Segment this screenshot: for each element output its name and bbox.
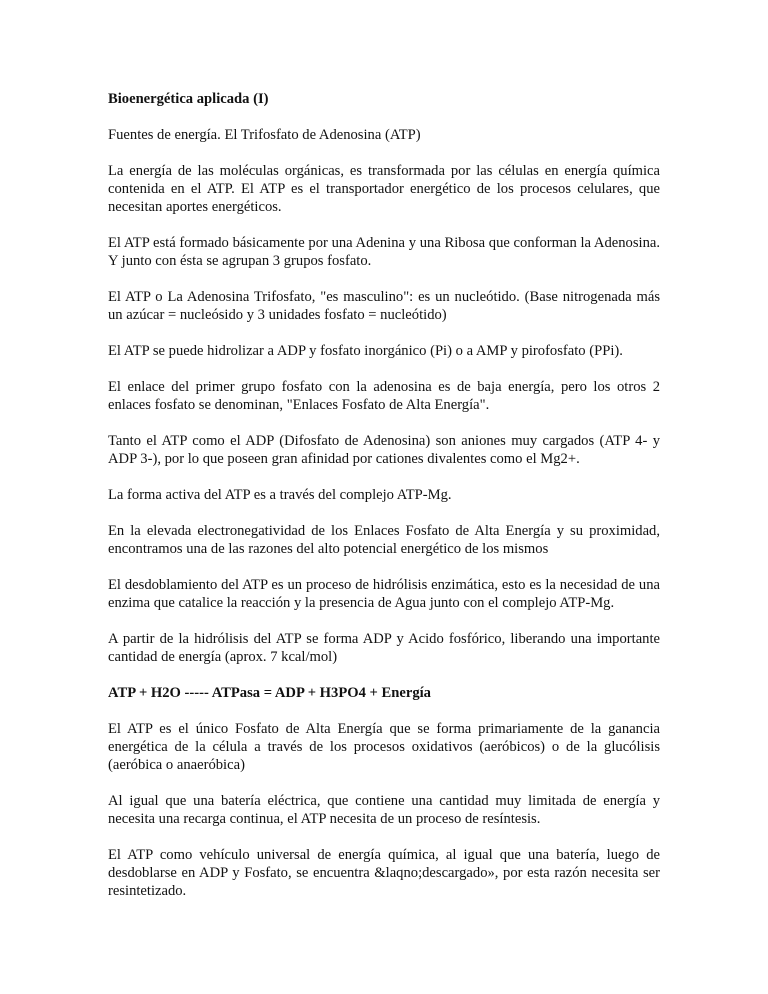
paragraph: El ATP está formado básicamente por una Adenina y una Ribosa que conforman la Adenosina. Y junto con ésta se agrupan 3 grupos fosfato. (108, 235, 660, 269)
paragraph: La energía de las moléculas orgánicas, es transformada por las células en energía química contenida en el ATP. El ATP es el transportador energético de los procesos celulares, que necesitan aportes energéticos. (108, 163, 660, 215)
document-title: Bioenergética aplicada (I) (108, 91, 269, 107)
paragraph: El ATP como vehículo universal de energía química, al igual que una batería, luego de desdoblarse en ADP y Fosfato, se encuentra &laqno;descargado», por esta razón necesita ser resintetizado. (108, 847, 660, 899)
atp-hydrolysis-equation: ATP + H2O ----- ATPasa = ADP + H3PO4 + Energía (108, 685, 431, 701)
document-page (108, 90, 660, 918)
paragraph: El desdoblamiento del ATP es un proceso de hidrólisis enzimática, esto es la necesidad de una enzima que catalice la reacción y la presencia de Agua junto con el complejo ATP-Mg. (108, 577, 660, 611)
paragraph: Tanto el ATP como el ADP (Difosfato de Adenosina) son aniones muy cargados (ATP 4- y ADP 3-), por lo que poseen gran afinidad por cationes divalentes como el Mg2+. (108, 433, 660, 467)
paragraph: La forma activa del ATP es a través del complejo ATP-Mg. (108, 487, 452, 503)
paragraph: El ATP o La Adenosina Trifosfato, "es masculino": es un nucleótido. (Base nitrogenada más un azúcar = nucleósido y 3 unidades fosfato = nucleótido) (108, 289, 660, 323)
paragraph: Al igual que una batería eléctrica, que contiene una cantidad muy limitada de energía y necesita una recarga continua, el ATP necesita de un proceso de resíntesis. (108, 793, 660, 827)
paragraph: El ATP se puede hidrolizar a ADP y fosfato inorgánico (Pi) o a AMP y pirofosfato (PPi). (108, 343, 623, 359)
document-subtitle: Fuentes de energía. El Trifosfato de Adenosina (ATP) (108, 127, 421, 143)
paragraph: El enlace del primer grupo fosfato con la adenosina es de baja energía, pero los otros 2 enlaces fosfato se denominan, "Enlaces Fosfato de Alta Energía". (108, 379, 660, 413)
paragraph: A partir de la hidrólisis del ATP se forma ADP y Acido fosfórico, liberando una importante cantidad de energía (aprox. 7 kcal/mol) (108, 631, 660, 665)
paragraph: El ATP es el único Fosfato de Alta Energía que se forma primariamente de la ganancia energética de la célula a través de los procesos oxidativos (aeróbicos) o de la glucólisis (aeróbica o anaeróbica) (108, 721, 660, 773)
paragraph: En la elevada electronegatividad de los Enlaces Fosfato de Alta Energía y su proximidad, encontramos una de las razones del alto potencial energético de los mismos (108, 523, 660, 557)
